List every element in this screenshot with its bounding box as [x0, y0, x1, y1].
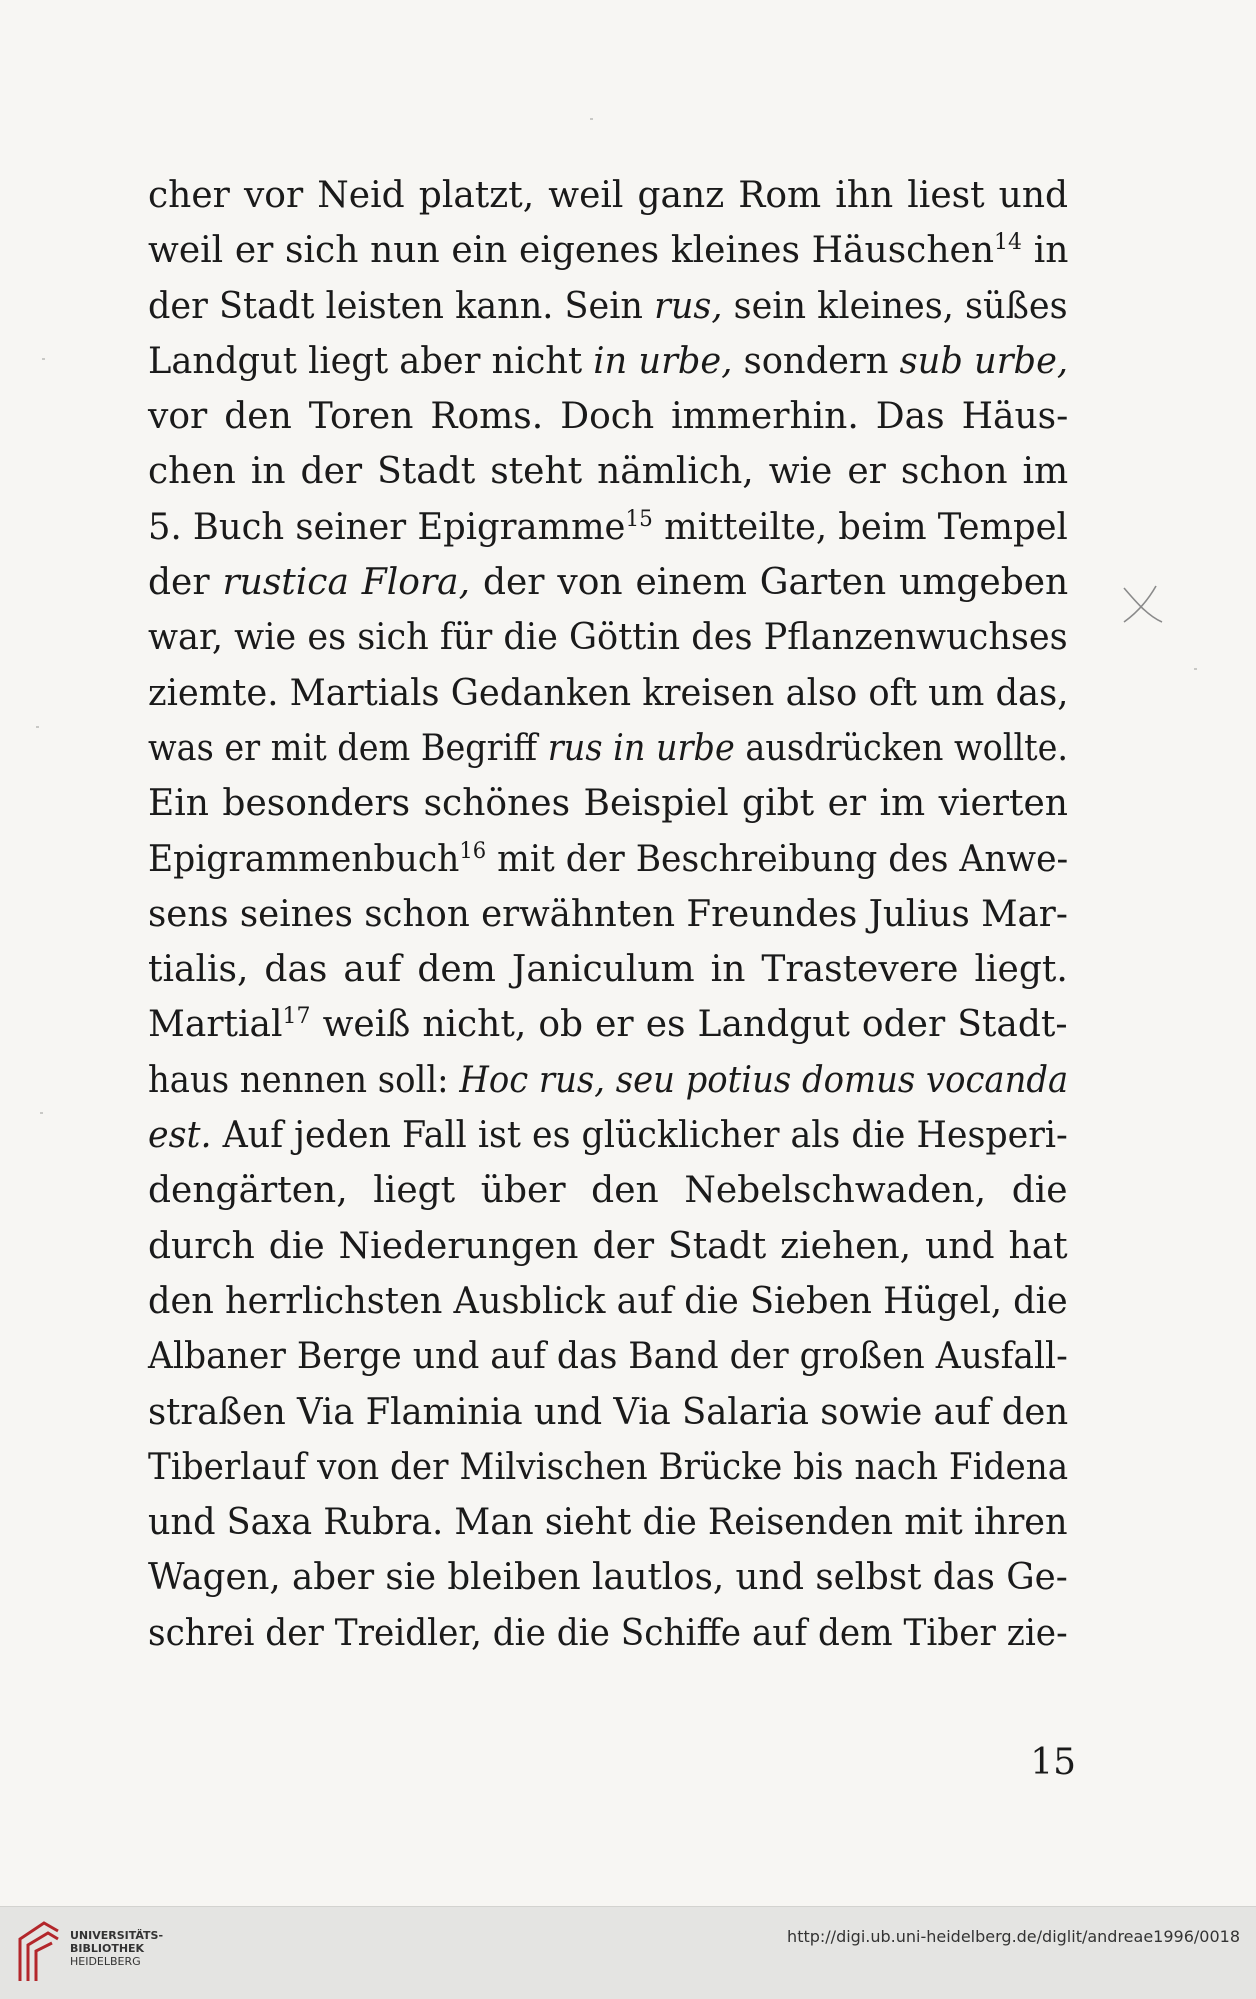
- text-segment: straßen Via Flaminia und Via Salaria sowie auf den: [148, 1391, 1069, 1433]
- library-name: [70, 1929, 163, 1968]
- text-line: [148, 1329, 1068, 1384]
- paper-speck: [1194, 668, 1197, 670]
- text-line: [148, 555, 1068, 610]
- text-line: [148, 942, 1068, 997]
- text-line: [148, 1219, 1068, 1274]
- footnote-ref: 15: [625, 506, 653, 532]
- text-line: [148, 1108, 1068, 1163]
- text-line: [148, 500, 1068, 555]
- italic-phrase: rus,: [654, 285, 723, 327]
- text-segment: mitteilte, beim Tempel: [652, 506, 1068, 548]
- text-line: [148, 1163, 1068, 1218]
- paper-speck: [36, 726, 39, 728]
- body-text: [148, 168, 1068, 1661]
- text-segment: ziemte. Martials Gedanken kreisen also oft um das,: [148, 672, 1069, 714]
- text-segment: Wagen, aber sie bleiben lautlos, und selbst das Ge-: [148, 1557, 1068, 1599]
- text-segment: haus nennen soll:: [148, 1059, 460, 1101]
- text-segment: chen in der Stadt steht nämlich, wie er schon im: [148, 451, 1069, 493]
- text-segment: den herrlichsten Ausblick auf die Sieben Hügel, die: [148, 1280, 1068, 1322]
- library-logo-icon: [14, 1917, 64, 1985]
- text-segment: Albaner Berge und auf das Band der großen Ausfall-: [148, 1336, 1068, 1378]
- text-segment: sondern: [732, 340, 900, 382]
- text-segment: Auf jeden Fall ist es glücklicher als die Hesperi-: [211, 1115, 1068, 1157]
- italic-phrase: sub urbe,: [899, 340, 1069, 382]
- text-line: [148, 1053, 1068, 1108]
- text-line: [148, 776, 1068, 831]
- paper-speck: [42, 358, 45, 360]
- page-number: 15: [1030, 1742, 1076, 1783]
- text-segment: sens seines schon erwähnten Freundes Julius Mar-: [148, 893, 1068, 935]
- text-segment: schrei der Treidler, die die Schiffe auf dem Tiber zie-: [148, 1612, 1068, 1654]
- text-segment: Tiberlauf von der Milvischen Brücke bis nach Fidena: [148, 1446, 1069, 1488]
- text-segment: 5. Buch seiner Epigramme: [148, 506, 626, 548]
- text-line: [148, 444, 1068, 499]
- text-line: [148, 997, 1068, 1052]
- text-segment: ausdrücken wollte.: [734, 727, 1069, 769]
- italic-phrase: est.: [148, 1115, 212, 1157]
- paper-speck: [40, 1112, 43, 1114]
- source-url[interactable]: http://digi.ub.uni-heidelberg.de/diglit/andreae1996/0018: [787, 1927, 1240, 1946]
- text-segment: und Saxa Rubra. Man sieht die Reisenden mit ihren: [148, 1502, 1068, 1544]
- italic-phrase: Hoc rus, seu potius domus vocanda: [459, 1059, 1069, 1101]
- text-line: [148, 223, 1068, 278]
- text-line: [148, 1440, 1068, 1495]
- text-segment: durch die Niederungen der Stadt ziehen, und hat: [148, 1225, 1068, 1267]
- text-line: [148, 1550, 1068, 1605]
- text-line: [148, 279, 1068, 334]
- library-name-line: UNIVERSITÄTS-: [70, 1929, 164, 1942]
- text-segment: Landgut liegt aber nicht: [148, 340, 594, 382]
- text-segment: in: [1022, 230, 1069, 272]
- text-line: [148, 721, 1068, 776]
- text-segment: tialis, das auf dem Janiculum in Trastevere liegt.: [148, 949, 1068, 991]
- text-line: [148, 1606, 1068, 1661]
- text-line: [148, 887, 1068, 942]
- text-segment: Epigrammenbuch: [148, 838, 460, 880]
- italic-phrase: rustica Flora,: [222, 562, 471, 604]
- text-segment: weil er sich nun ein eigenes kleines Häuschen: [148, 230, 995, 272]
- text-line: [148, 389, 1068, 444]
- text-line: [148, 666, 1068, 721]
- text-segment: weiß nicht, ob er es Landgut oder Stadt-: [310, 1004, 1068, 1046]
- text-segment: Ein besonders schönes Beispiel gibt er im vierten: [148, 783, 1068, 825]
- text-line: [148, 1274, 1068, 1329]
- text-line: [148, 610, 1068, 665]
- text-line: [148, 832, 1068, 887]
- text-line: [148, 168, 1068, 223]
- footnote-ref: 16: [459, 838, 487, 864]
- text-segment: was er mit dem Begriff: [148, 727, 548, 769]
- text-segment: mit der Beschreibung des Anwe-: [486, 838, 1069, 880]
- text-segment: sein kleines, süßes: [722, 285, 1068, 327]
- text-segment: cher vor Neid platzt, weil ganz Rom ihn liest und: [148, 175, 1069, 216]
- italic-phrase: in urbe,: [593, 340, 733, 382]
- italic-phrase: rus in urbe: [547, 727, 735, 769]
- footnote-ref: 17: [282, 1004, 311, 1030]
- text-segment: Martial: [148, 1004, 283, 1046]
- library-name-line: HEIDELBERG: [70, 1955, 141, 1968]
- text-segment: der von einem Garten umgeben: [470, 562, 1069, 604]
- footnote-ref: 14: [994, 230, 1023, 256]
- text-segment: war, wie es sich für die Göttin des Pflanzenwuchses: [148, 617, 1068, 659]
- library-name-line: BIBLIOTHEK: [70, 1942, 145, 1955]
- text-segment: vor den Toren Roms. Doch immerhin. Das Häus-: [148, 396, 1069, 438]
- text-line: [148, 1385, 1068, 1440]
- text-segment: der: [148, 562, 223, 604]
- text-line: [148, 334, 1068, 389]
- margin-pencil-mark-icon: [1118, 582, 1168, 632]
- text-segment: dengärten, liegt über den Nebelschwaden, die: [148, 1170, 1068, 1212]
- paper-speck: [590, 118, 593, 120]
- text-segment: der Stadt leisten kann. Sein: [148, 285, 655, 327]
- text-line: [148, 1495, 1068, 1550]
- library-footer: [0, 1906, 1256, 1999]
